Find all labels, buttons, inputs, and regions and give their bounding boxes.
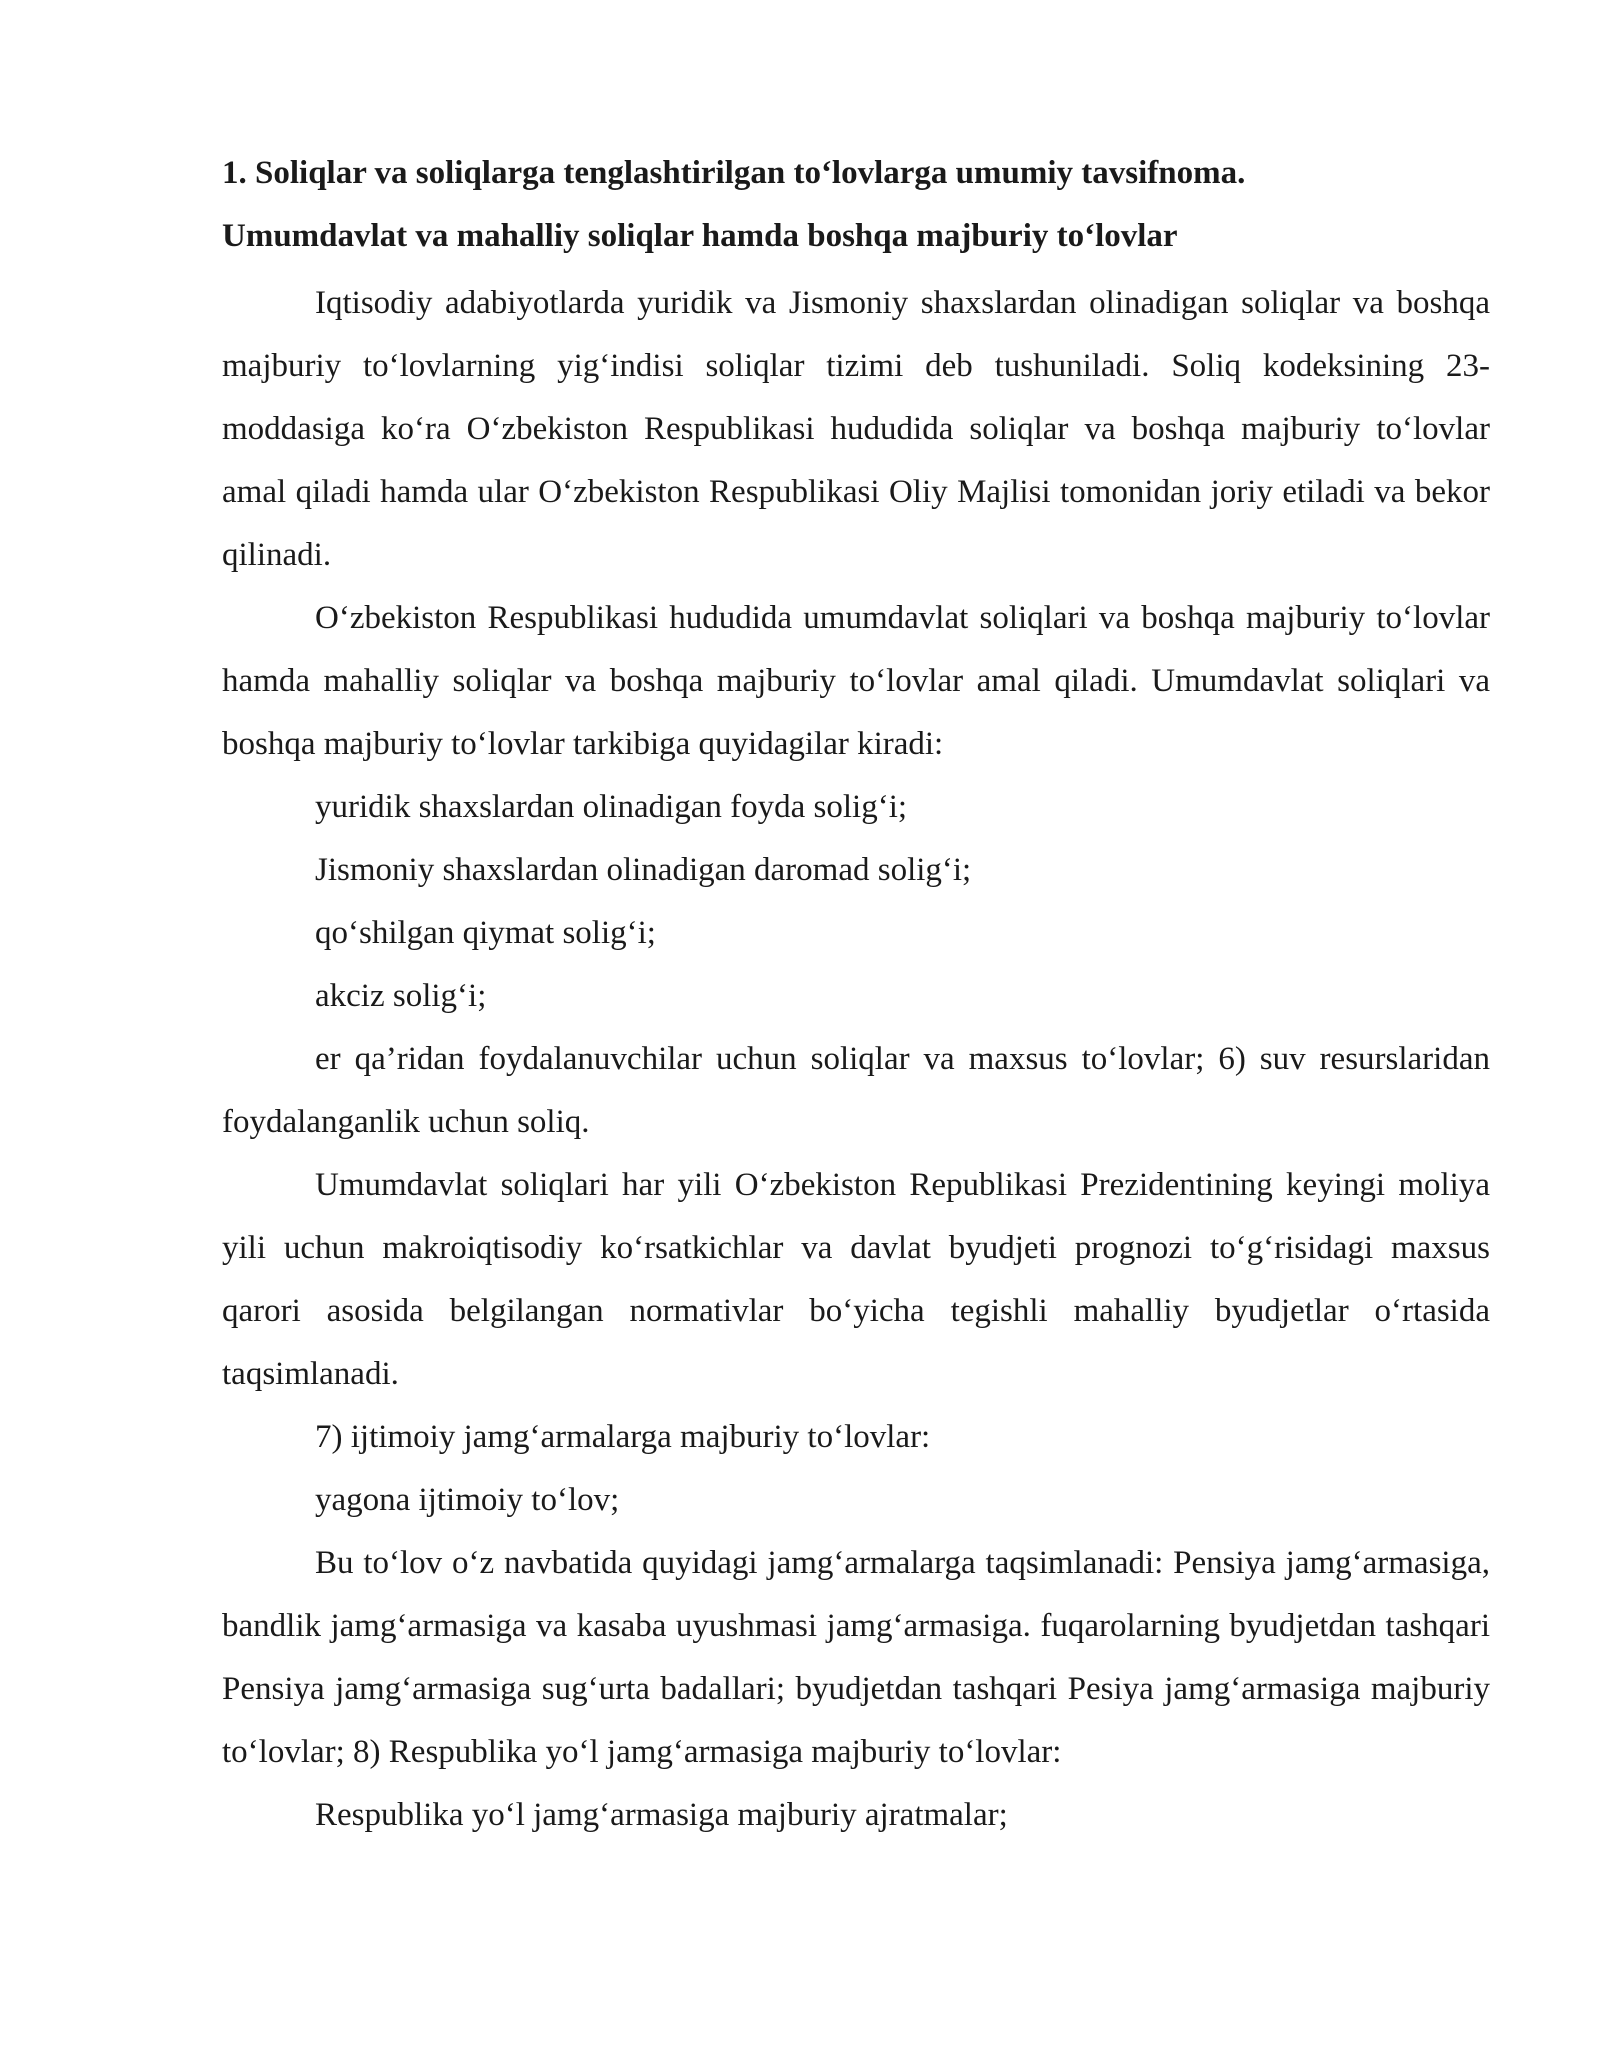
- list-item: akciz solig‘i;: [315, 978, 487, 1014]
- document-page: [222, 142, 1490, 1847]
- paragraph: Iqtisodiy adabiyotlarda yuridik va Jismoniy shaxslardan olinadigan soliqlar va boshqa majburiy to‘lovlarning yig‘indisi soliqlar tizimi deb tushuniladi. Soliq kodeksining 23-moddasiga ko‘ra O‘zbekiston Respublikasi hududida soliqlar va boshqa majburiy to‘lovlar amal qiladi hamda ular O‘zbekiston Respublikasi Oliy Majlisi tomonidan joriy etiladi va bekor qilinadi.: [222, 285, 1490, 573]
- heading-line-1: 1. Soliqlar va soliqlarga tenglashtirilgan to‘lovlarga umumiy tavsifnoma.: [222, 155, 1246, 191]
- list-item: yuridik shaxslardan olinadigan foyda solig‘i;: [315, 789, 908, 825]
- list-item: er qa’ridan foydalanuvchilar uchun soliqlar va maxsus to‘lovlar; 6) suv resurslaridan foydalanganlik uchun soliq.: [222, 1041, 1490, 1140]
- paragraph: Bu to‘lov o‘z navbatida quyidagi jamg‘armalarga taqsimlanadi: Pensiya jamg‘armasiga, bandlik jamg‘armasiga va kasaba uyushmasi jamg‘armasiga. fuqarolarning byudjetdan tashqari Pensiya jamg‘armasiga sug‘urta badallari; byudjetdan tashqari Pesiya jamg‘armasiga majburiy to‘lovlar; 8) Respublika yo‘l jamg‘armasiga majburiy to‘lovlar:: [222, 1545, 1490, 1770]
- list-item: 7) ijtimoiy jamg‘armalarga majburiy to‘lovlar:: [315, 1419, 931, 1455]
- list-item: qo‘shilgan qiymat solig‘i;: [315, 915, 656, 951]
- heading-line-2: Umumdavlat va mahalliy soliqlar hamda boshqa majburiy to‘lovlar: [222, 218, 1178, 254]
- section-heading: [222, 142, 1490, 268]
- list-item: yagona ijtimoiy to‘lov;: [315, 1482, 620, 1518]
- list-item: Respublika yo‘l jamg‘armasiga majburiy ajratmalar;: [315, 1797, 1008, 1833]
- paragraph: Umumdavlat soliqlari har yili O‘zbekiston Republikasi Prezidentining keyingi moliya yili uchun makroiqtisodiy ko‘rsatkichlar va davlat byudjeti prognozi to‘g‘risidagi maxsus qarori asosida belgilangan normativlar bo‘yicha tegishli mahalliy byudjetlar o‘rtasida taqsimlanadi.: [222, 1167, 1490, 1392]
- list-item: Jismoniy shaxslardan olinadigan daromad solig‘i;: [315, 852, 972, 888]
- paragraph: O‘zbekiston Respublikasi hududida umumdavlat soliqlari va boshqa majburiy to‘lovlar hamda mahalliy soliqlar va boshqa majburiy to‘lovlar amal qiladi. Umumdavlat soliqlari va boshqa majburiy to‘lovlar tarkibiga quyidagilar kiradi:: [222, 600, 1490, 762]
